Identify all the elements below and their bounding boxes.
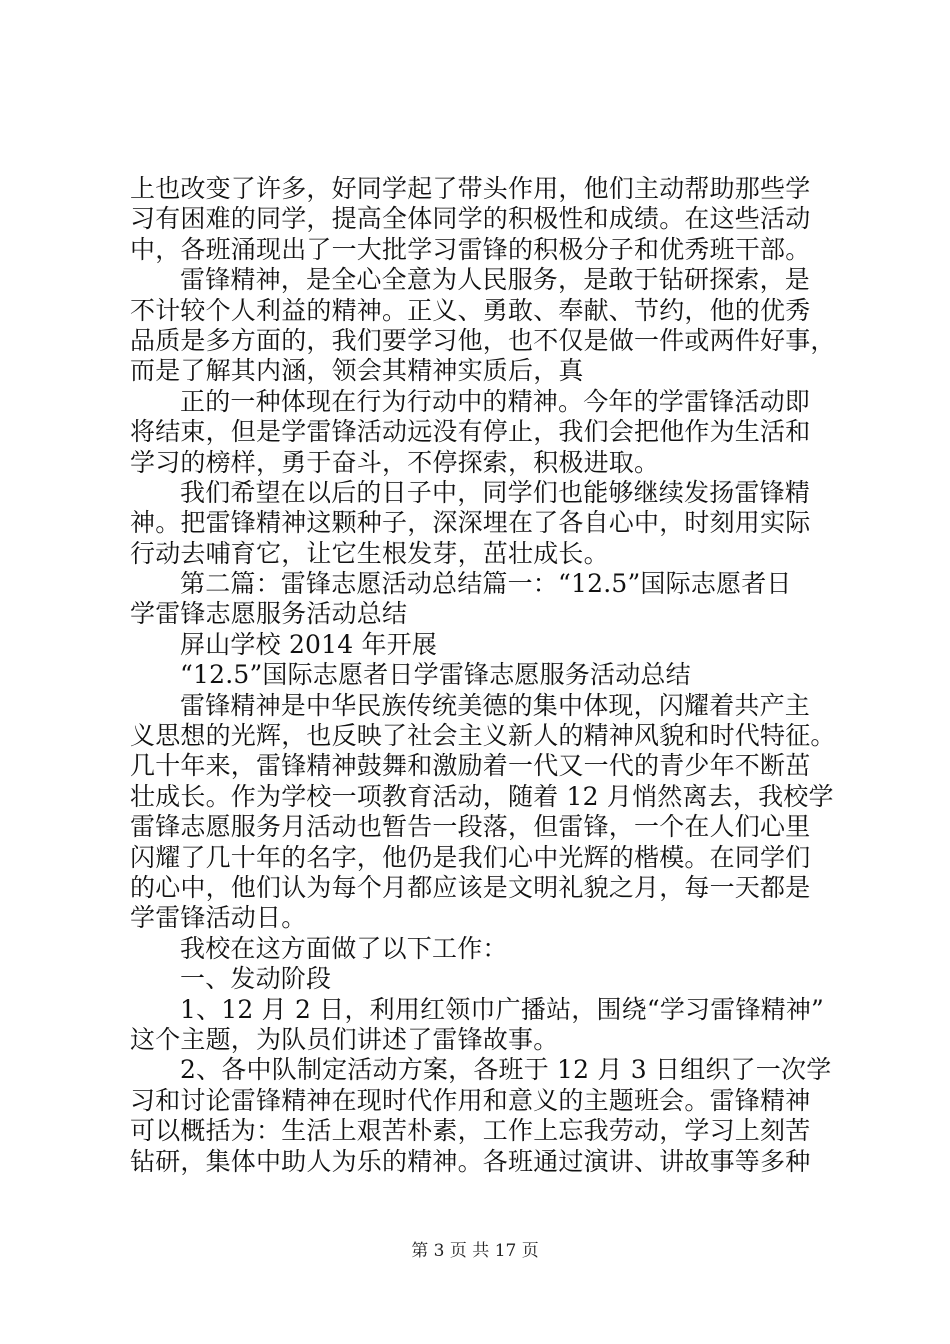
text-line: 神。把雷锋精神这颗种子，深深埋在了各自心中，时刻用实际 xyxy=(130,508,811,538)
text-line: 学雷锋志愿服务活动总结 xyxy=(130,599,408,629)
text-line: 钻研，集体中助人为乐的精神。各班通过演讲、讲故事等多种 xyxy=(130,1146,811,1176)
text-line: 品质是多方面的，我们要学习他，也不仅是做一件或两件好事， xyxy=(130,325,836,355)
text-line: 2、各中队制定活动方案，各班于 12 月 3 日组织了一次学 xyxy=(180,1055,832,1085)
text-line: 习和讨论雷锋精神在现时代作用和意义的主题班会。雷锋精神 xyxy=(130,1085,811,1115)
text-line: 雷锋志愿服务月活动也暂告一段落，但雷锋，一个在人们心里 xyxy=(130,812,811,842)
text-line: 将结束，但是学雷锋活动远没有停止，我们会把他作为生活和 xyxy=(130,417,811,447)
text-line: 而是了解其内涵，领会其精神实质后，真 xyxy=(130,356,584,386)
text-line: 我校在这方面做了以下工作： xyxy=(180,933,508,963)
text-line: 我们希望在以后的日子中，同学们也能够继续发扬雷锋精 xyxy=(180,477,811,507)
text-line: 1、12 月 2 日，利用红领巾广播站，围绕“学习雷锋精神” xyxy=(180,994,825,1024)
text-line: 不计较个人利益的精神。正义、勇敢、奉献、节约，他的优秀 xyxy=(130,295,811,325)
text-line: 正的一种体现在行为行动中的精神。今年的学雷锋活动即 xyxy=(180,386,811,416)
text-line: 上也改变了许多，好同学起了带头作用，他们主动帮助那些学 xyxy=(130,174,811,203)
text-line: 义思想的光辉，也反映了社会主义新人的精神风貌和时代特征。 xyxy=(130,721,836,751)
page-footer: 第 3 页 共 17 页 xyxy=(411,1241,539,1261)
text-line: 闪耀了几十年的名字，他仍是我们心中光辉的楷模。在同学们 xyxy=(130,842,811,872)
text-line: 壮成长。作为学校一项教育活动，随着 12 月悄然离去，我校学 xyxy=(130,781,834,811)
text-line: 第二篇：雷锋志愿活动总结篇一：“12.5”国际志愿者日 xyxy=(180,569,792,599)
text-line: 学习的榜样，勇于奋斗，不停探索，积极进取。 xyxy=(130,447,660,477)
text-line: 的心中，他们认为每个月都应该是文明礼貌之月，每一天都是 xyxy=(130,872,811,902)
text-line: 一、发动阶段 xyxy=(180,964,332,994)
text-line: 雷锋精神，是全心全意为人民服务，是敢于钻研探索，是 xyxy=(180,265,811,295)
text-line: 雷锋精神是中华民族传统美德的集中体现，闪耀着共产主 xyxy=(180,690,811,720)
document-body xyxy=(130,174,836,1177)
text-line: “12.5”国际志愿者日学雷锋志愿服务活动总结 xyxy=(180,660,691,690)
text-line: 这个主题，为队员们讲述了雷锋故事。 xyxy=(130,1024,559,1054)
text-line: 学雷锋活动日。 xyxy=(130,903,307,933)
text-line: 行动去哺育它，让它生根发芽，茁壮成长。 xyxy=(130,538,609,568)
text-line: 中，各班涌现出了一大批学习雷锋的积极分子和优秀班干部。 xyxy=(130,234,811,264)
text-line: 习有困难的同学，提高全体同学的积极性和成绩。在这些活动 xyxy=(130,204,811,234)
text-line: 可以概括为：生活上艰苦朴素，工作上忘我劳动，学习上刻苦 xyxy=(130,1116,811,1146)
text-line: 屏山学校 2014 年开展 xyxy=(180,629,438,659)
text-line: 几十年来，雷锋精神鼓舞和激励着一代又一代的青少年不断茁 xyxy=(130,751,811,781)
